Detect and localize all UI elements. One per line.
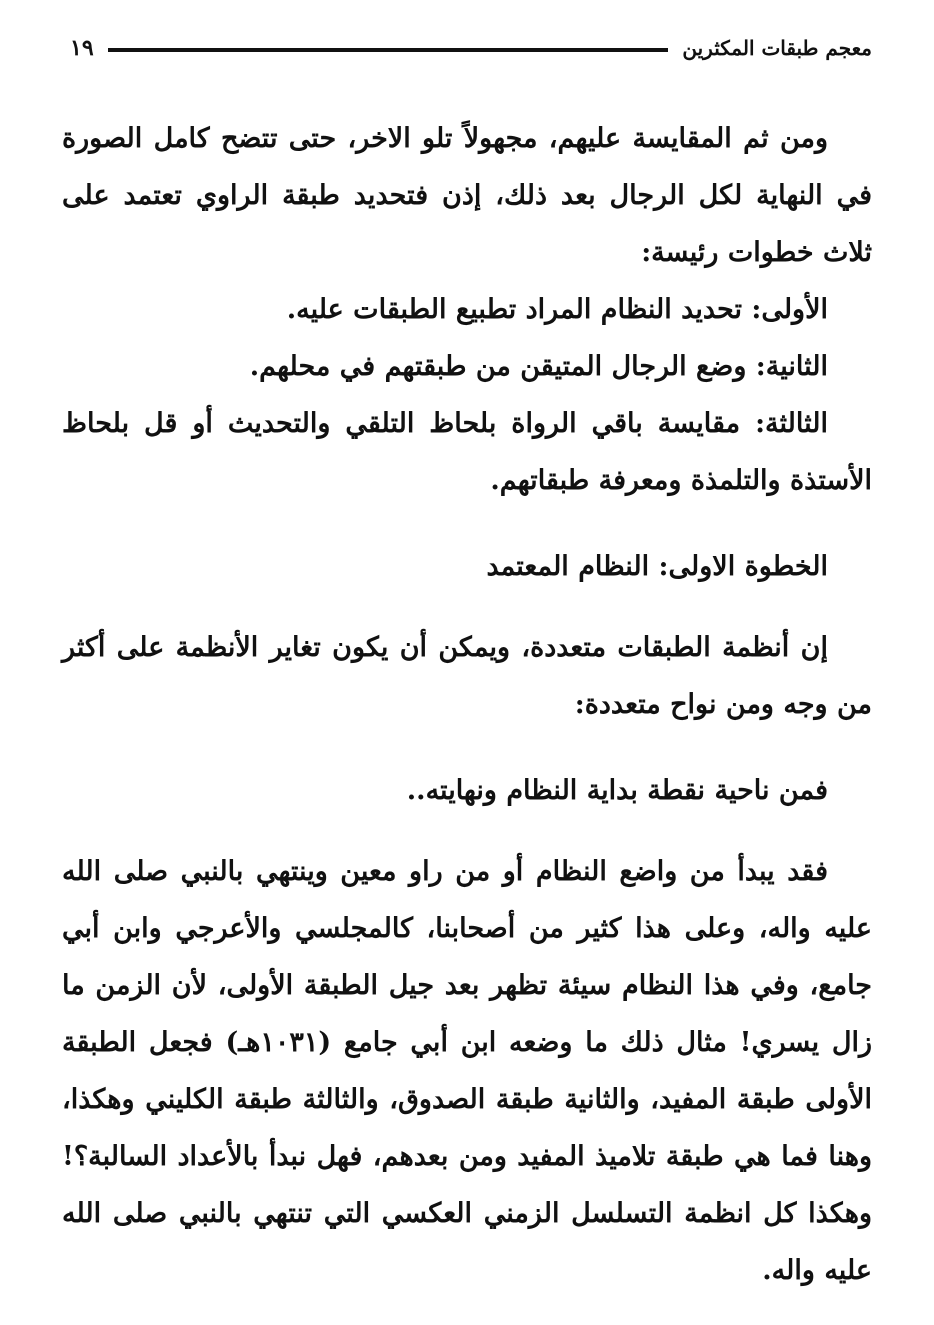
spacer bbox=[62, 509, 872, 538]
subheading: فمن ناحية نقطة بداية النظام ونهايته.. bbox=[406, 775, 828, 806]
spacer bbox=[62, 819, 872, 843]
page-number: ١٩ bbox=[70, 35, 94, 61]
section-paragraph: إن أنظمة الطبقات متعددة، ويمكن أن يكون تغاير الأنظمة على أكثر من وجه ومن نواح متعددة: bbox=[62, 632, 872, 720]
intro-paragraph: ومن ثم المقايسة عليهم، مجهولاً تلو الاخر، حتى تتضح كامل الصورة في النهاية لكل الرجال بعد ذلك، إذن فتحديد طبقة الراوي تعتمد على ثلاث خطوات رئيسة: bbox=[62, 123, 872, 268]
spacer bbox=[62, 595, 872, 619]
spacer bbox=[62, 733, 872, 762]
section-heading: الخطوة الاولى: النظام المعتمد bbox=[486, 551, 828, 582]
header-rule bbox=[108, 48, 669, 52]
page-body bbox=[62, 110, 872, 1299]
final-paragraph: فقد يبدأ من واضع النظام أو من راو معين وينتهي بالنبي صلى الله عليه واله، وعلى هذا كثير من أصحابنا، كالمجلسي والأعرجي وابن أبي جامع، وفي هذا النظام سيئة تظهر بعد جيل الطبقة الأولى، لأن الزمن ما زال يسري! مثال ذلك ما وضعه ابن أبي جامع (١٠٣١هـ) فجعل الطبقة الأولى طبقة المفيد، والثانية طبقة الصدوق، والثالثة طبقة الكليني وهكذا، وهنا فما هي طبقة تلاميذ المفيد ومن بعدهم، فهل نبدأ بالأعداد السالبة؟! وهكذا كل انظمة التسلسل الزمني العكسي التي تنتهي بالنبي صلى الله عليه واله. bbox=[62, 856, 872, 1286]
step-second: الثانية: وضع الرجال المتيقن من طبقتهم في محلهم. bbox=[249, 351, 828, 382]
running-title: معجم طبقات المكثرين bbox=[682, 36, 872, 60]
step-first: الأولى: تحديد النظام المراد تطبيع الطبقات عليه. bbox=[286, 294, 828, 325]
page-header bbox=[70, 30, 872, 66]
step-third: الثالثة: مقايسة باقي الرواة بلحاظ التلقي والتحديث أو قل بلحاظ الأستذة والتلمذة ومعرفة طبقاتهم. bbox=[62, 408, 872, 496]
